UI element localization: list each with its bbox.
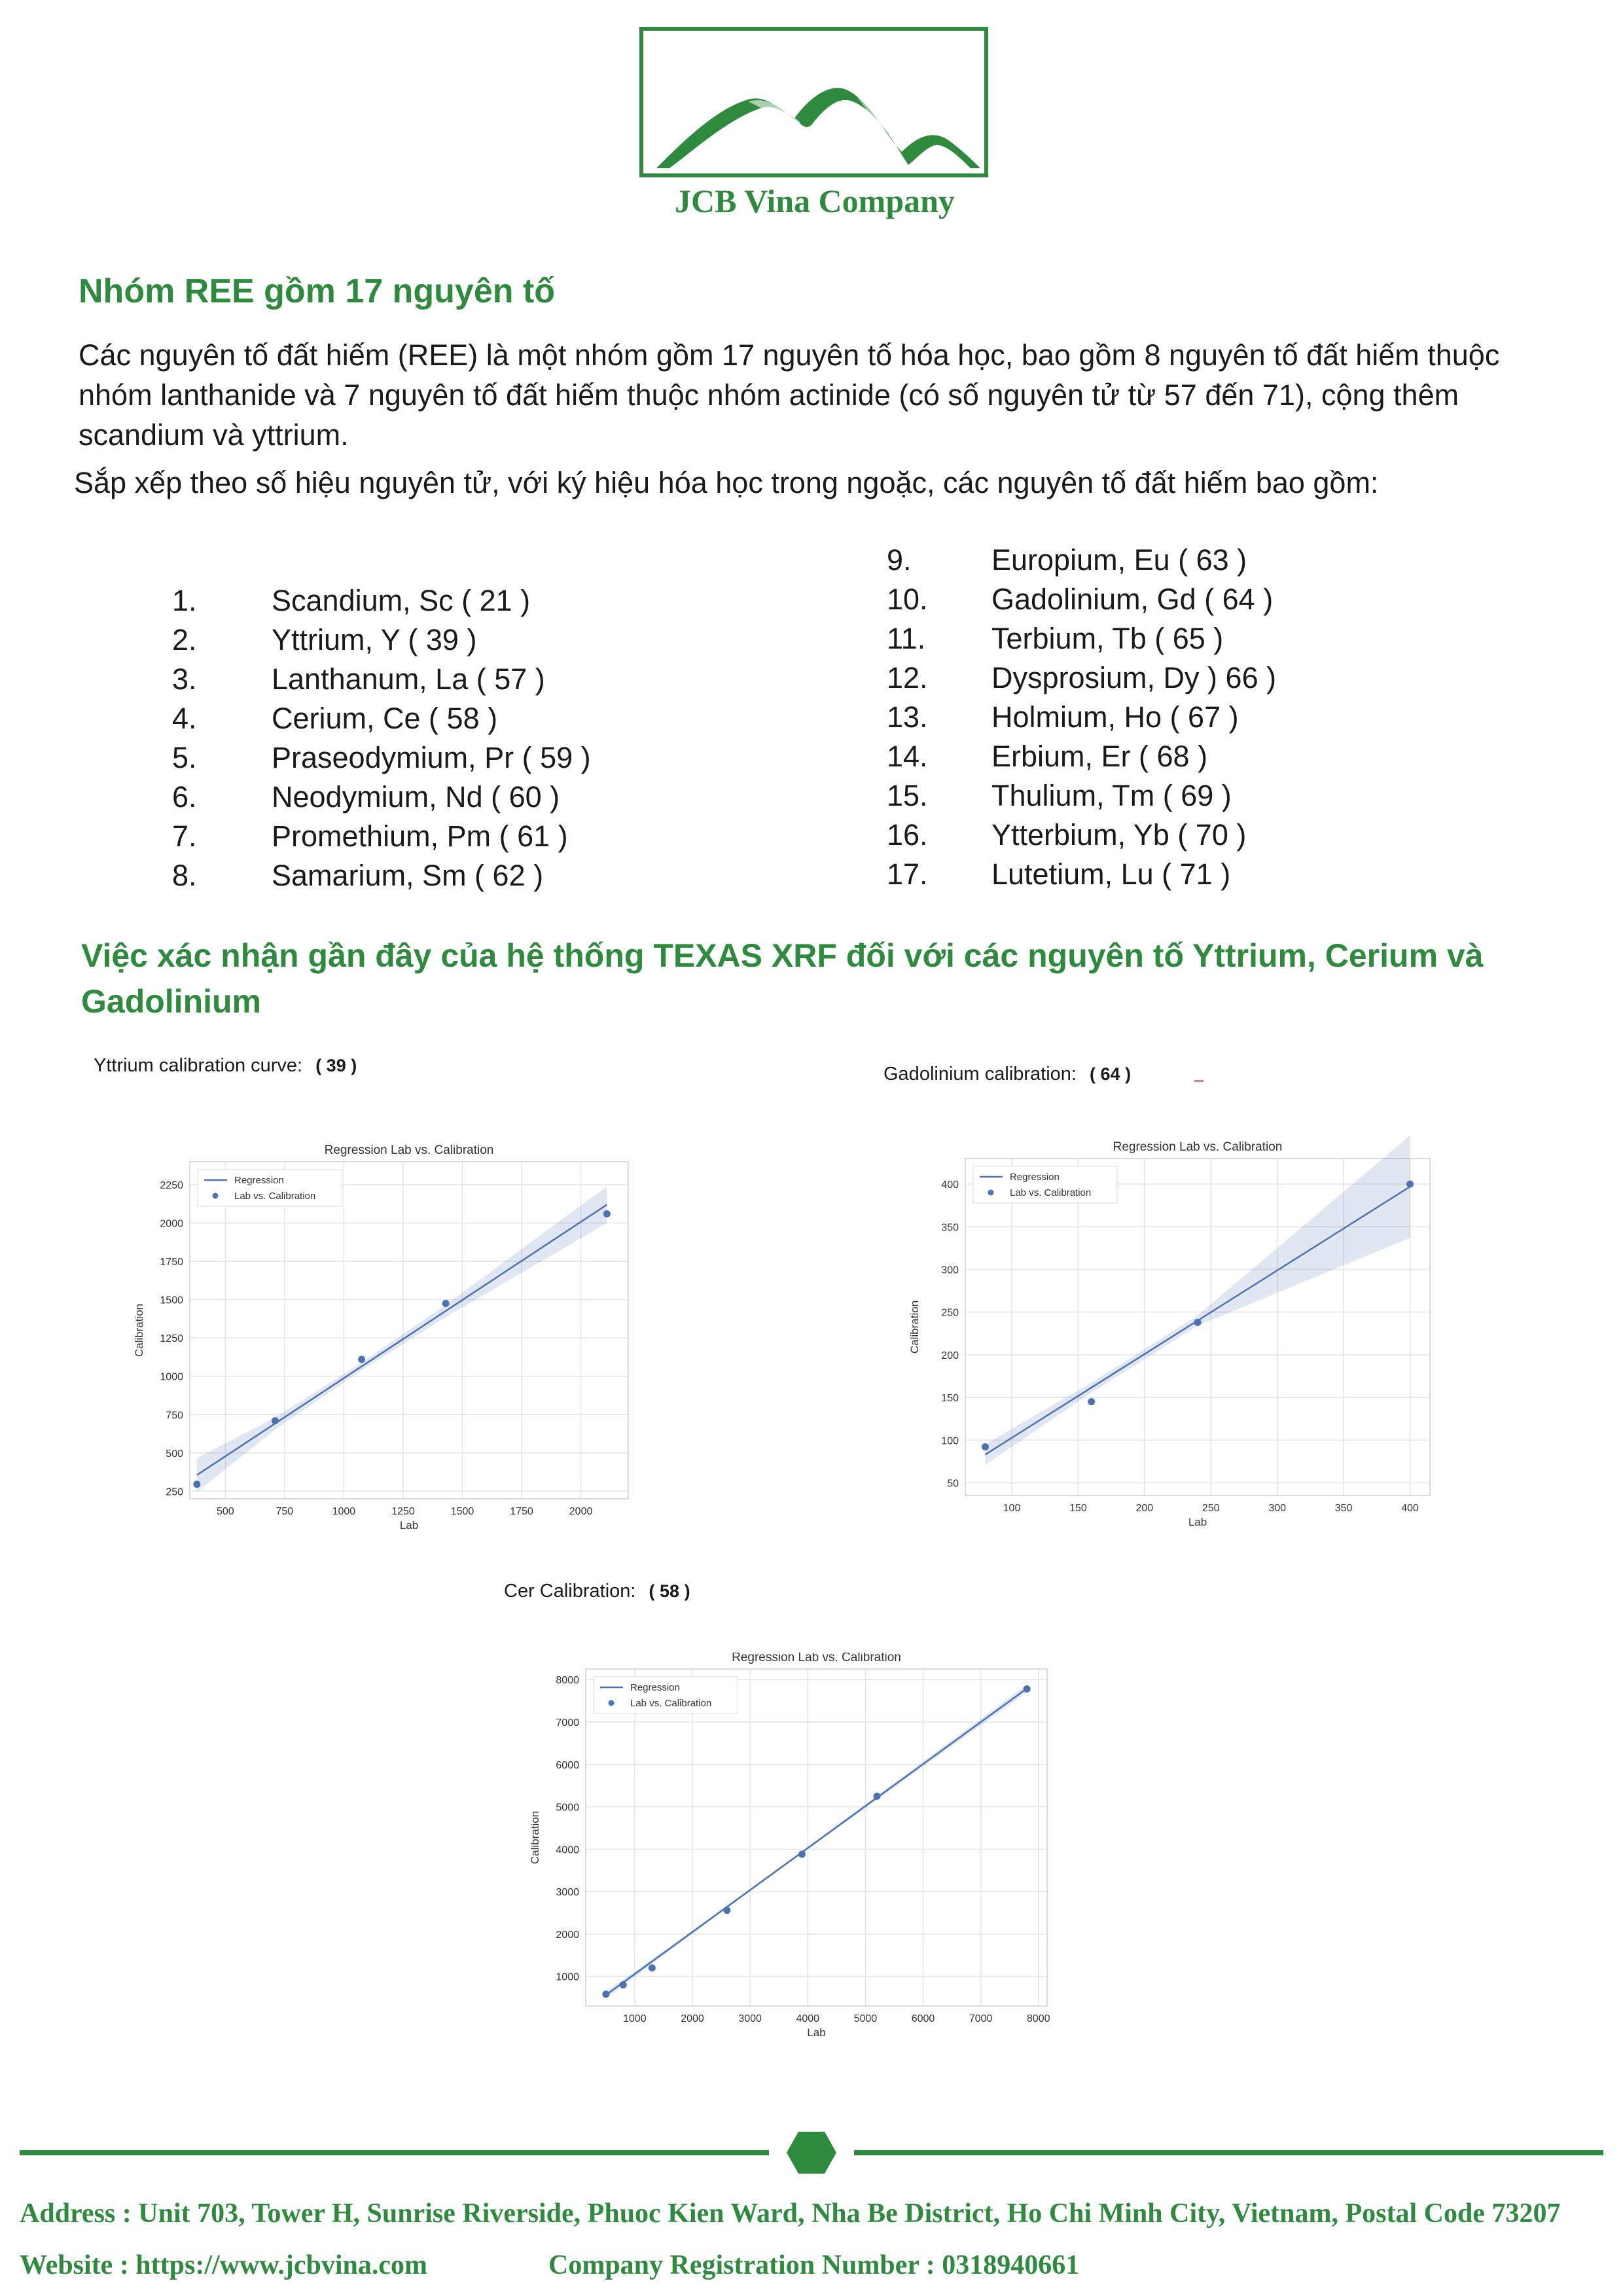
chart-caption-gadolinium bbox=[883, 1064, 1131, 1085]
x-tick-label: 5000 bbox=[853, 2013, 878, 2024]
element-name: Cerium, Ce ( 58 ) bbox=[272, 702, 498, 735]
y-tick-label: 6000 bbox=[556, 1759, 579, 1771]
data-point bbox=[1088, 1398, 1095, 1405]
y-axis-label: Calibration bbox=[133, 1303, 145, 1357]
legend-label-regression: Regression bbox=[1010, 1172, 1060, 1183]
element-name: Neodymium, Nd ( 60 ) bbox=[272, 780, 560, 814]
element-number: 2. bbox=[172, 623, 197, 656]
footer-website: Website : https://www.jcbvina.com bbox=[20, 2250, 427, 2280]
element-number: 10. bbox=[887, 583, 928, 616]
x-axis-label: Lab bbox=[1188, 1516, 1207, 1528]
data-point bbox=[620, 1981, 627, 1988]
sort-description: Sắp xếp theo số hiệu nguyên tử, với ký hiệu hóa học trong ngoặc, các nguyên tố đất hiếm bao gồm: bbox=[74, 466, 1379, 499]
x-tick-label: 8000 bbox=[1026, 2013, 1050, 2024]
data-point bbox=[442, 1300, 450, 1307]
element-name: Dysprosium, Dy ) 66 ) bbox=[991, 661, 1277, 694]
x-tick-label: 150 bbox=[1069, 1503, 1087, 1514]
y-tick-label: 1250 bbox=[160, 1333, 183, 1345]
element-number: 7. bbox=[172, 819, 197, 853]
hexagon-icon bbox=[785, 2130, 838, 2175]
legend-dot-swatch bbox=[988, 1190, 994, 1196]
data-point bbox=[602, 1990, 609, 1998]
caption-number: ( 39 ) bbox=[315, 1056, 357, 1075]
chart-caption-yttrium bbox=[94, 1055, 357, 1077]
x-tick-label: 350 bbox=[1334, 1503, 1353, 1514]
legend-label-regression: Regression bbox=[234, 1175, 284, 1186]
x-tick-label: 4000 bbox=[796, 2013, 820, 2024]
element-name: Terbium, Tb ( 65 ) bbox=[991, 622, 1224, 655]
y-tick-label: 2250 bbox=[160, 1180, 183, 1192]
y-tick-label: 250 bbox=[166, 1486, 183, 1498]
x-tick-label: 1000 bbox=[623, 2013, 647, 2024]
caption-text: Yttrium calibration curve: bbox=[94, 1055, 303, 1076]
y-tick-label: 350 bbox=[941, 1222, 959, 1234]
element-name: Europium, Eu ( 63 ) bbox=[991, 543, 1247, 577]
element-name: Samarium, Sm ( 62 ) bbox=[272, 859, 544, 892]
x-tick-label: 200 bbox=[1135, 1503, 1154, 1514]
x-tick-label: 2000 bbox=[569, 1506, 593, 1517]
y-tick-label: 1000 bbox=[556, 1971, 579, 1983]
data-point bbox=[603, 1210, 611, 1217]
x-axis-label: Lab bbox=[807, 2026, 826, 2039]
element-name: Lutetium, Lu ( 71 ) bbox=[991, 857, 1231, 891]
legend-dot-swatch bbox=[609, 1700, 615, 1706]
data-point bbox=[358, 1355, 365, 1363]
y-tick-label: 200 bbox=[941, 1350, 959, 1361]
x-tick-label: 1500 bbox=[450, 1506, 474, 1517]
y-tick-label: 500 bbox=[166, 1448, 183, 1460]
x-tick-label: 1750 bbox=[510, 1506, 533, 1517]
data-point bbox=[1406, 1181, 1414, 1188]
company-name: JCB Vina Company bbox=[675, 183, 955, 219]
y-tick-label: 3000 bbox=[556, 1887, 579, 1899]
element-name: Thulium, Tm ( 69 ) bbox=[991, 779, 1232, 812]
legend-label-points: Lab vs. Calibration bbox=[1010, 1187, 1092, 1198]
x-tick-label: 7000 bbox=[969, 2013, 993, 2024]
y-tick-label: 5000 bbox=[556, 1802, 579, 1814]
element-name: Erbium, Er ( 68 ) bbox=[991, 740, 1208, 773]
element-name: Yttrium, Y ( 39 ) bbox=[272, 623, 477, 656]
data-point bbox=[272, 1417, 279, 1424]
x-tick-label: 250 bbox=[1202, 1503, 1220, 1514]
chart-caption-cerium bbox=[504, 1581, 690, 1602]
element-number: 11. bbox=[887, 622, 926, 655]
footer-divider-right bbox=[854, 2150, 1603, 2155]
legend-label-regression: Regression bbox=[630, 1682, 680, 1693]
element-list-right bbox=[887, 0, 1541, 916]
y-tick-label: 300 bbox=[941, 1265, 959, 1276]
footer-address: Address : Unit 703, Tower H, Sunrise Riverside, Phuoc Kien Ward, Nha Be District, Ho Chi Minh City, Vietnam, Postal Code 73207 bbox=[20, 2198, 1561, 2229]
element-name: Ytterbium, Yb ( 70 ) bbox=[991, 818, 1247, 852]
element-number: 8. bbox=[172, 859, 197, 892]
y-tick-label: 2000 bbox=[556, 1929, 579, 1941]
y-tick-label: 1750 bbox=[160, 1257, 183, 1268]
element-number: 3. bbox=[172, 662, 197, 696]
x-tick-label: 400 bbox=[1401, 1503, 1419, 1514]
x-tick-label: 500 bbox=[216, 1506, 234, 1517]
y-tick-label: 50 bbox=[947, 1478, 959, 1490]
y-tick-label: 150 bbox=[941, 1393, 959, 1405]
y-tick-label: 250 bbox=[941, 1307, 959, 1319]
element-number: 16. bbox=[887, 818, 928, 852]
caption-text: Gadolinium calibration: bbox=[883, 1064, 1077, 1085]
element-number: 15. bbox=[887, 779, 928, 812]
data-point bbox=[1024, 1685, 1031, 1693]
y-tick-label: 7000 bbox=[556, 1717, 579, 1729]
element-name: Praseodymium, Pr ( 59 ) bbox=[272, 741, 591, 774]
data-point bbox=[1194, 1319, 1202, 1326]
element-name: Scandium, Sc ( 21 ) bbox=[272, 584, 531, 617]
intro-paragraph: Các nguyên tố đất hiếm (REE) là một nhóm gồm 17 nguyên tố hóa học, bao gồm 8 nguyên tố đất hiếm thuộc nhóm lanthanide và 7 nguyên tố đất hiếm thuộc nhóm actinide (có số nguyên tử từ 57 đến 71), cộng thêm scandium và yttrium. bbox=[79, 338, 1500, 452]
element-name: Gadolinium, Gd ( 64 ) bbox=[991, 583, 1274, 616]
element-name: Lanthanum, La ( 57 ) bbox=[272, 662, 545, 696]
y-axis-label: Calibration bbox=[529, 1810, 541, 1865]
data-point bbox=[874, 1793, 881, 1800]
x-tick-label: 100 bbox=[1003, 1503, 1021, 1514]
element-number: 9. bbox=[887, 543, 912, 577]
data-point bbox=[982, 1443, 989, 1450]
data-point bbox=[193, 1480, 200, 1488]
chart-title: Regression Lab vs. Calibration bbox=[732, 1653, 901, 1664]
y-axis-label: Calibration bbox=[908, 1300, 921, 1354]
x-axis-label: Lab bbox=[399, 1519, 419, 1532]
y-tick-label: 8000 bbox=[556, 1675, 579, 1687]
caption-text: Cer Calibration: bbox=[504, 1581, 636, 1602]
x-tick-label: 300 bbox=[1268, 1503, 1287, 1514]
x-tick-label: 2000 bbox=[681, 2013, 704, 2024]
x-tick-label: 6000 bbox=[911, 2013, 935, 2024]
y-tick-label: 1500 bbox=[160, 1295, 183, 1306]
footer-divider-left bbox=[20, 2150, 769, 2155]
yttrium-calibration-chart bbox=[105, 1126, 641, 1545]
caption-number: ( 58 ) bbox=[649, 1581, 690, 1601]
gadolinium-calibration-chart bbox=[897, 1132, 1440, 1541]
data-point bbox=[649, 1964, 656, 1971]
data-point bbox=[723, 1907, 730, 1914]
y-tick-label: 2000 bbox=[160, 1218, 183, 1230]
element-number: 1. bbox=[172, 584, 197, 617]
regression-line bbox=[197, 1205, 607, 1475]
data-point bbox=[798, 1851, 806, 1858]
y-tick-label: 4000 bbox=[556, 1844, 579, 1856]
x-tick-label: 750 bbox=[276, 1506, 294, 1517]
section-heading-xrf: Việc xác nhận gần đây của hệ thống TEXAS XRF đối với các nguyên tố Yttrium, Cerium và Gadolinium bbox=[81, 937, 1484, 1020]
section-heading-ree: Nhóm REE gồm 17 nguyên tố bbox=[79, 272, 556, 310]
x-tick-label: 1000 bbox=[332, 1506, 356, 1517]
y-tick-label: 100 bbox=[941, 1435, 959, 1447]
chart-title: Regression Lab vs. Calibration bbox=[1113, 1140, 1283, 1154]
plot-frame bbox=[586, 1669, 1047, 2006]
y-tick-label: 750 bbox=[166, 1410, 183, 1422]
chart-title: Regression Lab vs. Calibration bbox=[324, 1143, 494, 1157]
element-number: 6. bbox=[172, 780, 197, 814]
footer-registration: Company Registration Number : 0318940661 bbox=[548, 2250, 1080, 2280]
element-number: 12. bbox=[887, 661, 928, 694]
element-number: 4. bbox=[172, 702, 197, 735]
caption-number: ( 64 ) bbox=[1090, 1064, 1132, 1084]
element-number: 17. bbox=[887, 857, 928, 891]
element-list-left bbox=[172, 0, 761, 916]
element-number: 14. bbox=[887, 740, 928, 773]
legend-dot-swatch bbox=[213, 1193, 219, 1199]
regression-line bbox=[606, 1689, 1027, 1995]
legend-label-points: Lab vs. Calibration bbox=[234, 1191, 316, 1202]
element-number: 5. bbox=[172, 741, 197, 774]
element-name: Holmium, Ho ( 67 ) bbox=[991, 700, 1239, 734]
x-tick-label: 3000 bbox=[738, 2013, 762, 2024]
y-tick-label: 1000 bbox=[160, 1371, 183, 1383]
cerium-calibration-chart bbox=[524, 1653, 1060, 2058]
y-tick-label: 400 bbox=[941, 1179, 959, 1191]
element-number: 13. bbox=[887, 700, 928, 734]
x-tick-label: 1250 bbox=[391, 1506, 415, 1517]
element-name: Promethium, Pm ( 61 ) bbox=[272, 819, 568, 853]
red-dash-mark bbox=[1194, 1080, 1204, 1082]
legend-label-points: Lab vs. Calibration bbox=[630, 1698, 712, 1709]
